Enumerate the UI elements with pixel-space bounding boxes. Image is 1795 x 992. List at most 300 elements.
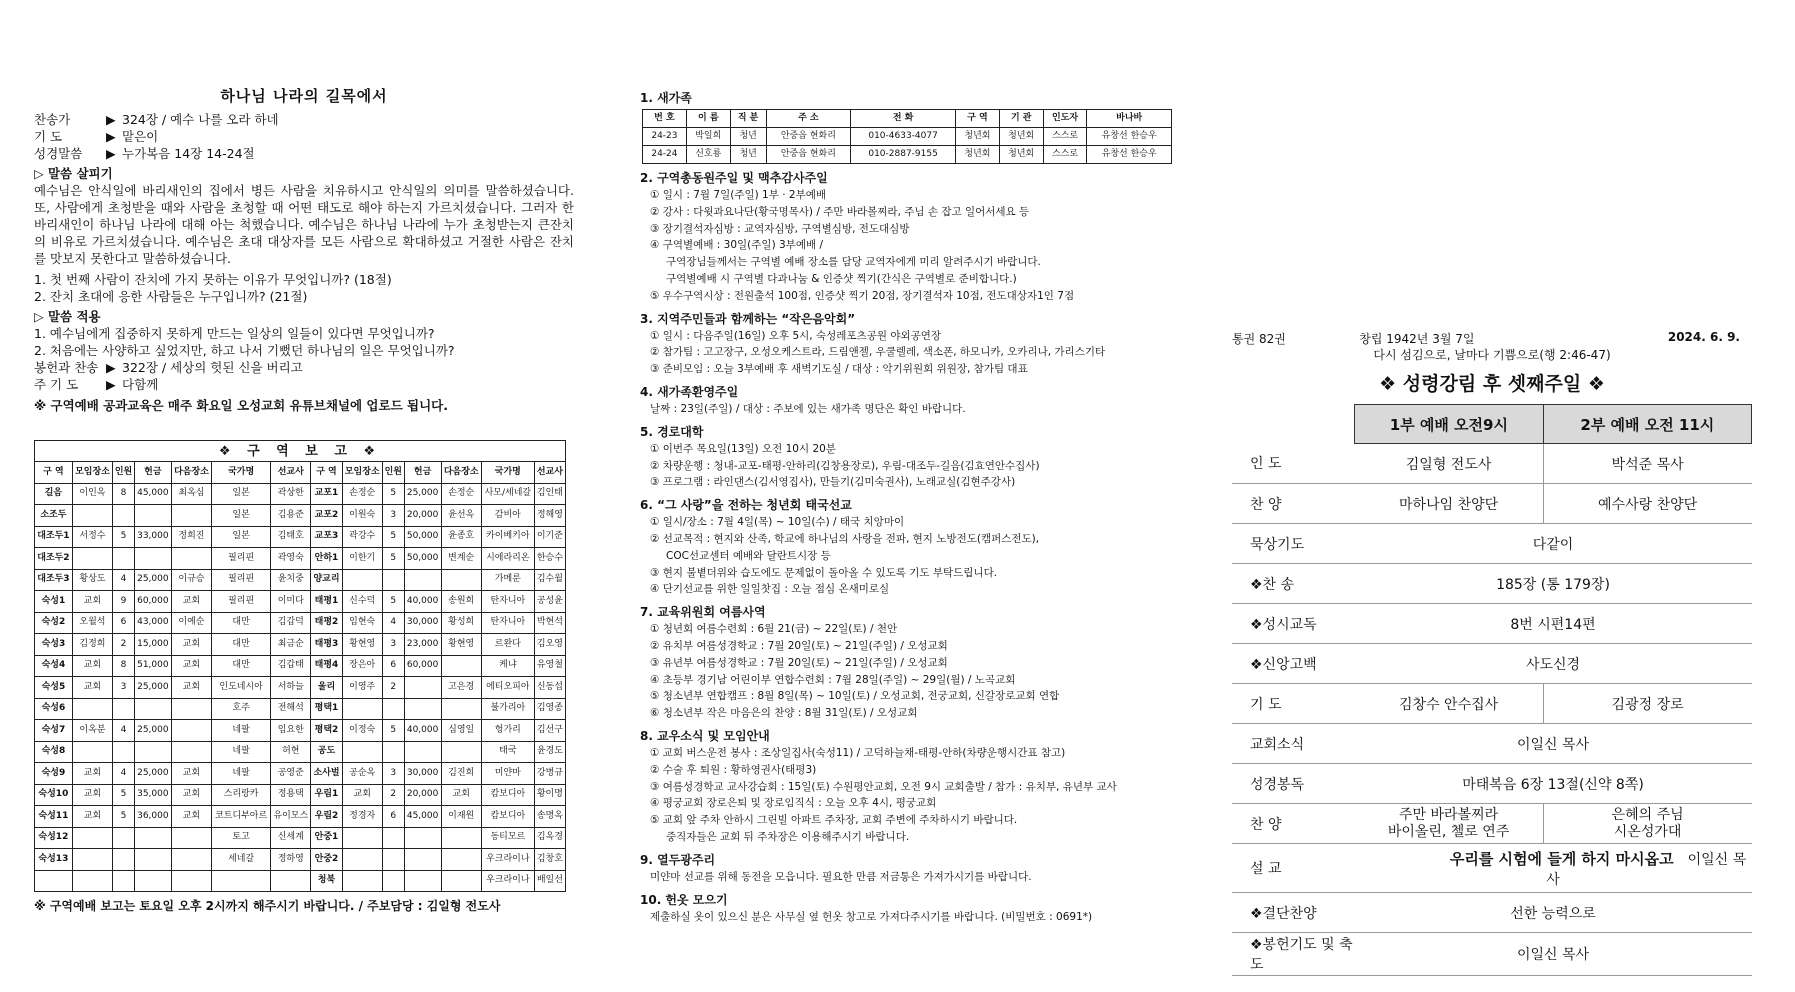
district-cell: 대조두2 (35, 548, 73, 570)
praise-performer: 바이올린, 첼로 연주 (1387, 823, 1510, 840)
district-cell (382, 870, 404, 892)
district-cell: 동티모르 (481, 827, 534, 849)
district-cell: 평택2 (311, 720, 342, 742)
district-cell (342, 698, 382, 720)
district-cell (171, 720, 211, 742)
district-cell: 미얀마 (481, 763, 534, 785)
district-cell (134, 741, 171, 763)
table-row (35, 720, 566, 742)
district-cell (35, 870, 73, 892)
district-cell: 황성희 (441, 612, 481, 634)
newfamily-cell: 청년회 (999, 146, 1043, 164)
table-row (35, 741, 566, 763)
district-header-cell: 모임장소 (72, 462, 112, 484)
district-cell: 4 (113, 569, 135, 591)
order-value: 이일신 목사 (1355, 933, 1752, 976)
district-cell: 임요한 (271, 720, 311, 742)
table-row (35, 870, 566, 892)
announcement-item: ③ 유년부 여름성경학교 : 7월 20일(토) ~ 21일(주일) / 오성교회 (650, 656, 948, 669)
district-cell: 김갑태 (271, 655, 311, 677)
district-cell (404, 849, 441, 871)
newfamily-cell: 010-4633-4077 (851, 128, 956, 146)
order-value-service2: 예수사랑 찬양단 (1543, 484, 1751, 524)
newfamily-body (643, 128, 1172, 164)
district-cell: 코트디부아르 (212, 806, 271, 828)
district-cell: 유영철 (534, 655, 565, 677)
praise-song: 주만 바라볼찌라 (1399, 806, 1499, 823)
district-cell: 50,000 (404, 548, 441, 570)
district-cell: 40,000 (404, 591, 441, 613)
district-cell: 숙성6 (35, 698, 73, 720)
district-cell: 3 (382, 763, 404, 785)
district-cell: 태평4 (311, 655, 342, 677)
applications-list (34, 325, 574, 359)
district-cell: 6 (382, 655, 404, 677)
district-cell: 우크라이나 (481, 870, 534, 892)
district-cell: 2 (382, 677, 404, 699)
district-cell: 숙성5 (35, 677, 73, 699)
district-cell (72, 741, 112, 763)
district-cell: 6 (113, 612, 135, 634)
item-value: 324장 / 예수 나를 오라 하네 (122, 112, 279, 127)
district-cell: 태국 (481, 741, 534, 763)
district-cell: 숙성7 (35, 720, 73, 742)
district-cell (171, 505, 211, 527)
announcement-item: ② 유치부 여름성경학교 : 7월 20일(토) ~ 21일(주일) / 오성교회 (650, 639, 948, 652)
table-row (35, 784, 566, 806)
district-cell (404, 870, 441, 892)
district-cell (72, 870, 112, 892)
district-cell: 대만 (212, 634, 271, 656)
district-cell: 캄보디아 (481, 784, 534, 806)
district-cell: 고은경 (441, 677, 481, 699)
district-cell: 에티오피아 (481, 677, 534, 699)
district-cell: 대조두1 (35, 526, 73, 548)
district-cell: 김수월 (534, 569, 565, 591)
newfamily-table (642, 109, 1172, 164)
announcement-item: ① 교회 버스운전 봉사 : 조상일집사(숙성11) / 고덕하늘채-태평-안하(차량운행시간표 참고) (650, 746, 1066, 759)
district-cell: 숙성12 (35, 827, 73, 849)
announcement-item: ② 선교목적 : 현지와 산족, 학교에 하나님의 사랑을 전파, 현지 노방전도(캠퍼스전도), (650, 532, 1040, 545)
table-row (1232, 933, 1752, 976)
table-row (35, 849, 566, 871)
district-cell (212, 870, 271, 892)
arrow-icon: ▶ (106, 112, 116, 127)
announcement-item: 중직자들은 교회 뒤 주차장은 이용해주시기 바랍니다. (666, 830, 910, 843)
announcement-title: 7. 교육위원회 여름사역 (640, 605, 766, 620)
district-cell: 이기준 (534, 526, 565, 548)
order-label: 성경봉독 (1232, 764, 1355, 804)
district-cell: 한승수 (534, 548, 565, 570)
arrow-icon: ▶ (106, 129, 116, 144)
district-cell: 네팔 (212, 741, 271, 763)
district-cell: 윤경도 (534, 741, 565, 763)
newfamily-header-cell: 이 름 (686, 110, 730, 128)
district-cell: 청북 (311, 870, 342, 892)
announcement-title: 5. 경로대학 (640, 424, 704, 439)
order-label: 기 도 (1232, 684, 1355, 724)
district-cell: 김용준 (271, 505, 311, 527)
newfamily-cell: 청년회 (956, 128, 1000, 146)
newfamily-cell: 24-24 (643, 146, 687, 164)
district-cell: 이인옥 (72, 483, 112, 505)
district-cell: 교회 (171, 655, 211, 677)
table-row (35, 483, 566, 505)
item-value: 다함께 (122, 377, 159, 392)
district-cell: 36,000 (134, 806, 171, 828)
district-cell: 3 (382, 505, 404, 527)
item-value: 누가복음 14장 14-24절 (122, 146, 255, 161)
district-cell: 김오영 (534, 634, 565, 656)
district-cell: 2 (113, 634, 135, 656)
announcement-item: ③ 장기결석자심방 : 교역자심방, 구역별심방, 전도대심방 (650, 222, 910, 235)
district-cell: 호주 (212, 698, 271, 720)
table-row (1232, 604, 1752, 644)
district-cell: 45,000 (404, 806, 441, 828)
district-cell (113, 698, 135, 720)
announcement-item: ④ 초등부 경기남 어린이부 연합수련회 : 7월 28일(주일) ~ 29일(월) / 노곡교회 (650, 673, 1016, 686)
sermon-title: 하나님 나라의 길목에서 (220, 87, 388, 105)
order-value: 185장 (통 179장) (1355, 564, 1752, 604)
district-cell (441, 569, 481, 591)
district-cell: 헝가리 (481, 720, 534, 742)
district-cell: 6 (382, 806, 404, 828)
district-cell: 윤종호 (441, 526, 481, 548)
observe-text: 예수님은 안식일에 바리새인의 집에서 병든 사람을 치유하시고 안식일의 의미를 말씀하셨습니다. 또, 사람에게 초청받을 때와 사람을 초청할 때 어떤 태도로 해야 하는지 가르치셨습니다. 그러자 한 바리새인이 하나님 나라에 대해 아는 척했습니다. 예수님은 하나님 나라에 누가 초청받는지 큰잔치의 비유로 가르치셨습니다. 예수님은 초대 대상자를 모든 사람으로 확대하셨고 거절한 사람은 잔치를 맛보지 못한다고 말씀하셨습니다. (34, 183, 574, 266)
table-row (35, 677, 566, 699)
district-cell: 황현영 (342, 634, 382, 656)
district-cell: 30,000 (404, 763, 441, 785)
order-label: 찬 양 (1232, 484, 1355, 524)
section-apply-title: ▷ 말씀 적용 (34, 309, 101, 324)
district-cell: 숙성8 (35, 741, 73, 763)
district-header-cell: 헌금 (134, 462, 171, 484)
district-cell: 공도 (311, 741, 342, 763)
district-cell: 정희진 (171, 526, 211, 548)
district-cell: 대만 (212, 655, 271, 677)
district-header-cell: 인원 (113, 462, 135, 484)
newfamily-header-cell: 주 소 (766, 110, 851, 128)
district-cell: 교회 (171, 634, 211, 656)
table-row (1232, 484, 1752, 524)
order-label: ❖결단찬양 (1232, 893, 1355, 933)
district-header-cell: 국가명 (481, 462, 534, 484)
district-cell: 김진희 (441, 763, 481, 785)
district-cell: 김갑덕 (271, 612, 311, 634)
district-cell: 신세계 (271, 827, 311, 849)
district-cell: 이규승 (171, 569, 211, 591)
district-cell: 르완다 (481, 634, 534, 656)
table-row (1232, 844, 1752, 893)
announcement-item: COC선교센터 예배와 달란트시장 등 (666, 549, 831, 562)
service-title: ❖ 성령강림 후 셋째주일 ❖ (1379, 373, 1605, 395)
praise-song: 은혜의 주님 (1611, 806, 1684, 823)
district-cell: 5 (382, 526, 404, 548)
district-cell: 태평1 (311, 591, 342, 613)
district-cell: 스리랑카 (212, 784, 271, 806)
district-cell: 숙성13 (35, 849, 73, 871)
item-label: 찬송가 (34, 112, 71, 127)
district-cell: 숙성11 (35, 806, 73, 828)
announcement-item: ③ 현지 불볕더위와 습도에도 문제없이 돌아올 수 있도록 기도 부탁드립니다. (650, 566, 998, 579)
district-cell: 교회 (72, 677, 112, 699)
worship-item-row (34, 111, 574, 128)
district-cell: 심영일 (441, 720, 481, 742)
district-cell (171, 870, 211, 892)
district-cell: 35,000 (134, 784, 171, 806)
worship-order-body (1232, 444, 1752, 976)
district-cell: 황이명 (534, 784, 565, 806)
district-cell (113, 505, 135, 527)
announcement-item: 미얀마 선교를 위해 동전을 모읍니다. 필요한 만큼 저금통은 가져가시기를 바랍니다. (650, 870, 1032, 883)
worship-item-row (34, 376, 574, 393)
district-cell: 교회 (72, 655, 112, 677)
district-cell (134, 698, 171, 720)
district-cell: 태평3 (311, 634, 342, 656)
district-cell: 숙성2 (35, 612, 73, 634)
district-cell: 필리핀 (212, 569, 271, 591)
bulletin-header (1232, 330, 1752, 347)
table-row (643, 128, 1172, 146)
announcement-title: 3. 지역주민들과 함께하는 “작은음악회” (640, 311, 856, 326)
newfamily-cell: 안중읍 현화리 (766, 146, 851, 164)
district-cell: 숙성1 (35, 591, 73, 613)
report-footer-note: ※ 구역예배 보고는 토요일 오후 2시까지 해주시기 바랍니다. / 주보담당 : 김일형 전도사 (34, 899, 501, 913)
newfamily-cell: 스스로 (1043, 146, 1087, 164)
district-cell (113, 548, 135, 570)
district-cell (72, 548, 112, 570)
order-label: 교회소식 (1232, 724, 1355, 764)
item-value: 322장 / 세상의 헛된 신을 버리고 (122, 360, 303, 375)
district-cell (342, 849, 382, 871)
order-value-service1 (1355, 804, 1544, 844)
table-row (1232, 893, 1752, 933)
district-cell: 길음 (35, 483, 73, 505)
district-cell: 공영준 (271, 763, 311, 785)
district-cell: 최옥심 (171, 483, 211, 505)
announcements-column (640, 90, 1180, 925)
newfamily-cell: 스스로 (1043, 128, 1087, 146)
district-cell: 신수덕 (342, 591, 382, 613)
table-row (1232, 804, 1752, 844)
district-cell: 김인태 (534, 483, 565, 505)
service2-header: 2부 예배 오전 11시 (1543, 405, 1751, 444)
order-label: ❖봉헌기도 및 축도 (1232, 933, 1355, 976)
district-cell (113, 827, 135, 849)
district-cell: 울리 (311, 677, 342, 699)
table-row (35, 505, 566, 527)
district-cell (382, 569, 404, 591)
sermon-title-text: 우리를 시험에 들게 하지 마시옵고 (1449, 849, 1674, 868)
district-cell: 임현숙 (342, 612, 382, 634)
district-cell: 교회 (72, 591, 112, 613)
district-cell: 소사벌 (311, 763, 342, 785)
founded-date: 창립 1942년 3월 7일 (1359, 332, 1475, 346)
district-cell: 공순옥 (342, 763, 382, 785)
district-cell (404, 569, 441, 591)
district-cell: 교회 (171, 763, 211, 785)
district-cell (441, 698, 481, 720)
item-value: 맡은이 (122, 129, 159, 144)
district-cell: 장은아 (342, 655, 382, 677)
newfamily-cell: 유창선 한승우 (1087, 128, 1172, 146)
arrow-icon: ▶ (106, 146, 116, 161)
district-cell: 숙성10 (35, 784, 73, 806)
district-cell: 5 (382, 483, 404, 505)
order-value-service1: 김창수 안수집사 (1355, 684, 1544, 724)
district-cell (134, 827, 171, 849)
order-corner (1232, 405, 1355, 444)
district-cell: 송명옥 (534, 806, 565, 828)
district-cell (342, 741, 382, 763)
district-cell: 교회 (72, 784, 112, 806)
district-cell: 윤치중 (271, 569, 311, 591)
district-cell (441, 655, 481, 677)
district-cell (72, 849, 112, 871)
announcement-item: ③ 프로그램 : 라인댄스(김서영집사), 만들기(김미숙권사), 노래교실(김현주강사) (650, 476, 1016, 489)
district-header-cell: 국가명 (212, 462, 271, 484)
newfamily-cell: 청년회 (956, 146, 1000, 164)
district-cell: 서하늘 (271, 677, 311, 699)
district-cell: 곽강수 (342, 526, 382, 548)
district-cell (404, 677, 441, 699)
district-cell: 5 (113, 526, 135, 548)
district-header-cell: 다음장소 (441, 462, 481, 484)
announcement-item: ① 일시/장소 : 7월 4일(목) ~ 10일(수) / 태국 치앙마이 (650, 516, 905, 529)
district-cell (404, 698, 441, 720)
district-cell (382, 849, 404, 871)
item-label: 주 기 도 (34, 377, 79, 392)
service1-header: 1부 예배 오전9시 (1355, 405, 1544, 444)
district-cell: 숙성4 (35, 655, 73, 677)
newfamily-header-cell: 직 분 (730, 110, 766, 128)
order-value-service2: 김광정 장로 (1543, 684, 1751, 724)
district-report-caption: ❖ 구 역 보 고 ❖ (35, 441, 566, 462)
district-cell: 양교리 (311, 569, 342, 591)
district-cell: 안중1 (311, 827, 342, 849)
newfamily-header-cell: 기 관 (999, 110, 1043, 128)
district-cell: 오월석 (72, 612, 112, 634)
announcement-item: ① 이번주 목요일(13일) 오전 10시 20분 (650, 442, 836, 455)
district-cell: 김정희 (72, 634, 112, 656)
table-row (1232, 524, 1752, 564)
order-label: 찬 양 (1232, 804, 1355, 844)
district-cell: 교회 (171, 806, 211, 828)
announcement-item: ② 수술 후 퇴원 : 황하영권사(태평3) (650, 763, 817, 776)
table-row (1232, 564, 1752, 604)
district-cell (171, 827, 211, 849)
newfamily-header-cell: 인도자 (1043, 110, 1087, 128)
newfamily-cell: 24-23 (643, 128, 687, 146)
newfamily-header-row (643, 110, 1172, 128)
order-label: ❖찬 송 (1232, 564, 1355, 604)
district-cell: 네팔 (212, 720, 271, 742)
order-value: 선한 능력으로 (1355, 893, 1752, 933)
district-cell: 손정순 (342, 483, 382, 505)
announcement-item: ② 차량운행 : 청내-교포-태평-안하리(김창용장로), 우림-대조두-길음(김효연안수집사) (650, 459, 1040, 472)
order-value: 사도신경 (1355, 644, 1752, 684)
table-row (35, 763, 566, 785)
district-cell: 강병규 (534, 763, 565, 785)
district-cell (134, 849, 171, 871)
table-row (35, 612, 566, 634)
district-cell: 이예순 (171, 612, 211, 634)
district-cell: 25,000 (134, 569, 171, 591)
district-cell: 인도네시아 (212, 677, 271, 699)
announcement-item: 제출하실 옷이 있으신 분은 사무실 옆 헌옷 창고로 가져다주시기를 바랍니다. (비밀번호 : 0691*) (650, 910, 1093, 923)
district-cell (134, 505, 171, 527)
district-cell: 교회 (441, 784, 481, 806)
announcement-item: 구역장님들께서는 구역별 예배 장소를 담당 교역자에게 미리 알려주시기 바랍니다. (666, 256, 1041, 269)
district-cell: 캄보디아 (481, 806, 534, 828)
district-cell (441, 741, 481, 763)
district-cell: 김옥경 (534, 827, 565, 849)
order-value-service1: 마하나임 찬양단 (1355, 484, 1544, 524)
district-cell: 사모/세네갈 (481, 483, 534, 505)
table-row (35, 806, 566, 828)
announcement-item: ⑤ 청소년부 연합캠프 : 8월 8일(목) ~ 10일(토) / 오성교회, 전궁교회, 신갈장로교회 연합 (650, 690, 1060, 703)
table-row (35, 655, 566, 677)
worship-item-row (34, 145, 574, 162)
district-cell: 송원희 (441, 591, 481, 613)
district-cell: 탄자니아 (481, 612, 534, 634)
district-cell (342, 569, 382, 591)
district-cell: 전해석 (271, 698, 311, 720)
district-cell: 60,000 (404, 655, 441, 677)
table-row (35, 526, 566, 548)
newfamily-cell: 청년 (730, 146, 766, 164)
district-cell: 곽상한 (271, 483, 311, 505)
district-cell: 5 (382, 720, 404, 742)
district-cell (134, 870, 171, 892)
district-cell: 4 (382, 612, 404, 634)
district-cell (441, 870, 481, 892)
district-cell: 시에라리온 (481, 548, 534, 570)
arrow-icon: ▶ (106, 377, 116, 392)
church-motto: 다시 섬김으로, 날마다 기쁨으로(행 2:46-47) (1373, 348, 1611, 362)
item-label: 기 도 (34, 129, 63, 144)
district-cell: 교포3 (311, 526, 342, 548)
district-cell: 평택1 (311, 698, 342, 720)
district-cell: 5 (113, 806, 135, 828)
district-cell: 43,000 (134, 612, 171, 634)
order-label: ❖성시교독 (1232, 604, 1355, 644)
table-row (35, 827, 566, 849)
newfamily-header-cell: 번 호 (643, 110, 687, 128)
district-cell: 불가리아 (481, 698, 534, 720)
district-cell: 유이모스 (271, 806, 311, 828)
district-cell: 일본 (212, 526, 271, 548)
district-cell: 김창호 (534, 849, 565, 871)
district-cell: 손정순 (441, 483, 481, 505)
order-value: 8번 시편14편 (1355, 604, 1752, 644)
district-cell: 교회 (342, 784, 382, 806)
newfamily-title: 1. 새가족 (640, 91, 692, 105)
order-value-service1: 김일형 전도사 (1355, 444, 1544, 484)
district-cell: 윤선옥 (441, 505, 481, 527)
district-cell: 4 (113, 763, 135, 785)
district-cell (441, 827, 481, 849)
district-cell: 숙성9 (35, 763, 73, 785)
district-cell: 변계순 (441, 548, 481, 570)
table-row (35, 548, 566, 570)
district-cell (113, 849, 135, 871)
district-header-row (35, 462, 566, 484)
district-cell: 교회 (171, 591, 211, 613)
district-cell: 숙성3 (35, 634, 73, 656)
district-header-cell: 모임장소 (342, 462, 382, 484)
item-label: 봉헌과 찬송 (34, 360, 99, 375)
